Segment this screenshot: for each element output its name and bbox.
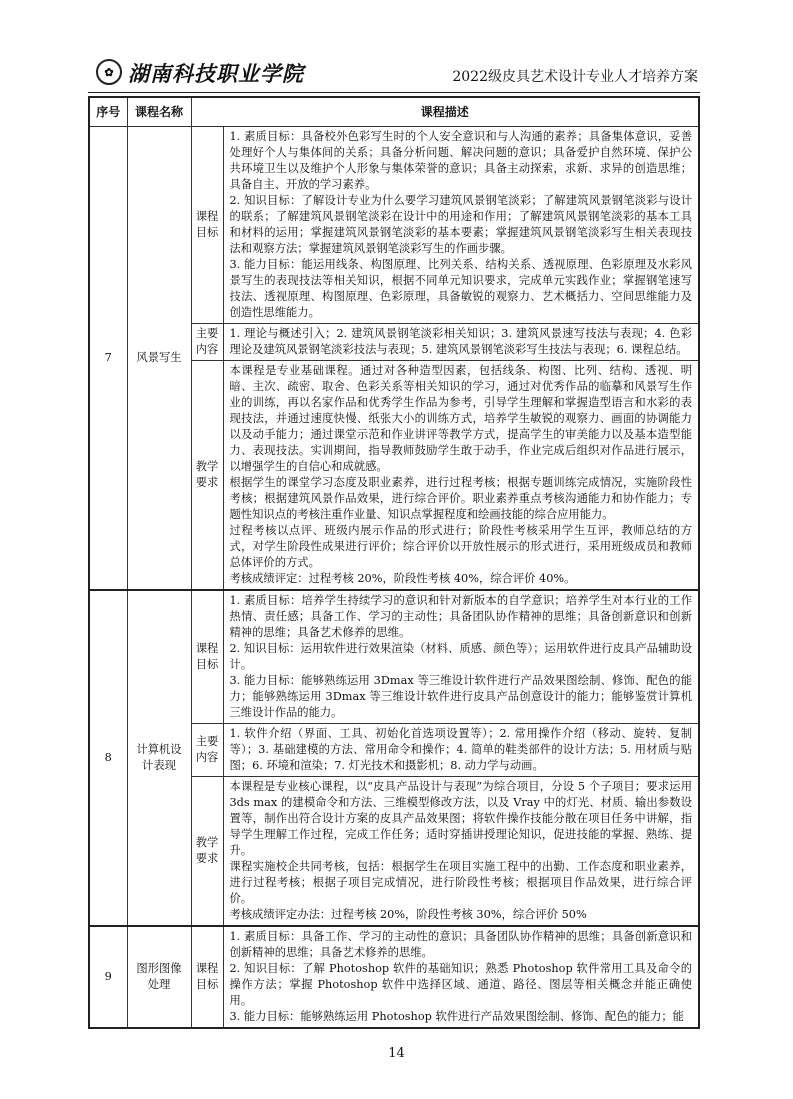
desc-para: 3. 能力目标：能运用线条、构图原理、比列关系、结构关系、透视原理、色彩原理及水彩风景写生的表现技法等相关知识，根据不同单元知识要求，完成单元实践作业；掌握钢笔速写技法、透视原理、构图原理、色彩原理，具备敏锐的观察力、艺术概括力、空间思维能力及创造性思维能力。 [229, 258, 692, 319]
course-name: 图形图像处理 [127, 926, 191, 1028]
page-number: 14 [388, 1046, 405, 1061]
table-header-row [89, 97, 699, 127]
sub-label: 教学要求 [191, 777, 223, 927]
sub-desc [223, 590, 699, 724]
sub-label: 课程目标 [191, 590, 223, 724]
table-row [89, 127, 699, 324]
desc-para: 2. 知识目标：运用软件进行效果渲染（材料、质感、颜色等）；运用软件进行皮具产品辅助设计。 [229, 642, 692, 671]
desc-para: 1. 素质目标：具备校外色彩写生时的个人安全意识和与人沟通的素养；具备集体意识，妥善处理好个人与集体间的关系；具备分析问题、解决问题的意识；具备爱护自然环境、保护公共环境卫生以及维护个人形象与集体荣誉的意识；具备主动探索，求新、求异的创造思维；具备自主、开放的学习素养。 [229, 130, 692, 191]
course-table [88, 96, 700, 1029]
sub-label: 主要内容 [191, 324, 223, 361]
page-header [88, 56, 700, 93]
school-name: 湖南科技职业学院 [128, 61, 304, 86]
desc-para: 考核成绩评定办法：过程考核 20%，阶段性考核 30%，综合评价 50% [229, 908, 587, 921]
header-course-name: 课程名称 [127, 97, 191, 127]
school-logo-icon: ✿ [96, 59, 122, 85]
sub-desc [223, 361, 699, 591]
desc-para: 1. 理论与概述引入；2. 建筑风景钢笔淡彩相关知识；3. 建筑风景速写技法与表现；4. 色彩理论及建筑风景钢笔淡彩技法与表现；5. 建筑风景钢笔淡彩写生技法与表现；6. 课程总结。 [229, 327, 692, 356]
desc-para: 根据学生的课堂学习态度及职业素养，进行过程考核；根据专题训练完成情况，实施阶段性考核；根据建筑风景作品效果，进行综合评价。职业素养重点考核沟通能力和协作能力；专题性知识点的考核注重作业量、知识点掌握程度和绘画技能的综合应用能力。 [229, 476, 692, 521]
header-num: 序号 [89, 97, 127, 127]
desc-para: 1. 素质目标：培养学生持续学习的意识和针对新版本的自学意识；培养学生对本行业的工作热情、责任感；具备工作、学习的主动性；具备团队协作精神的思维；具备创新意识和创新精神的思维；具备艺术修养的思维。 [229, 594, 692, 639]
course-name: 风景写生 [127, 127, 191, 591]
desc-para: 2. 知识目标：了解 Photoshop 软件的基础知识；熟悉 Photoshop 软件常用工具及命令的操作方法；掌握 Photoshop 软件中选择区域、通道、路径、图层等相关概念并能正确使用。 [229, 962, 692, 1007]
sub-label: 主要内容 [191, 724, 223, 777]
sub-desc [223, 324, 699, 361]
table-row [89, 590, 699, 724]
table-row [89, 926, 699, 1028]
desc-para: 考核成绩评定：过程考核 20%，阶段性考核 40%，综合评价 40%。 [229, 572, 576, 585]
course-name: 计算机设计表现 [127, 590, 191, 926]
desc-para: 1. 素质目标：具备工作、学习的主动性的意识；具备团队协作精神的思维；具备创新意识和创新精神的思维；具备艺术修养的思维。 [229, 930, 692, 959]
sub-label: 课程目标 [191, 926, 223, 1028]
course-num: 9 [89, 926, 127, 1028]
desc-para: 3. 能力目标：能够熟练运用 Photoshop 软件进行产品效果图绘制、修饰、配色的能力；能 [229, 1010, 684, 1023]
desc-para: 本课程是专业基础课程。通过对各种造型因素，包括线条、构图、比列、结构、透视、明暗、主次、疏密、取舍、色彩关系等相关知识的学习，通过对优秀作品的临摹和风景写生作业的训练，再以名家作品和优秀学生作品为参考，引导学生理解和掌握造型语言和水彩的表现技法，并通过速度快慢、纸张大小的训练方式，培养学生敏锐的观察力、画面的协调能力以及动手能力；通过课堂示范和作业讲评等教学方式，提高学生的审美能力以及基本造型能力、表现技法。实训期间，指导教师鼓励学生敢于动手，作业完成后组织对作品进行展示，以增强学生的自信心和成就感。 [229, 364, 692, 473]
desc-para: 课程实施校企共同考核，包括：根据学生在项目实施工程中的出勤、工作态度和职业素养，进行过程考核；根据子项目完成情况，进行阶段性考核；根据项目作品效果，进行综合评价。 [229, 860, 692, 905]
desc-para: 本课程是专业核心课程，以“皮具产品设计与表现”为综合项目，分设 5 个子项目；要求运用 3ds max 的建模命令和方法、三维模型修改方法，以及 Vray 中的灯光、材质、输出参数设置等，制作出符合设计方案的皮具产品效果图；将软件操作技能分散在项目任务中讲解，指导学生理解工作过程，完成工作任务；适时穿插讲授理论知识，促进技能的掌握、熟练、提升。 [229, 780, 692, 857]
header-course-desc: 课程描述 [191, 97, 699, 127]
sub-label: 教学要求 [191, 361, 223, 591]
sub-desc [223, 777, 699, 927]
sub-desc [223, 127, 699, 324]
desc-para: 过程考核以点评、班级内展示作品的形式进行；阶段性考核采用学生互评，教师总结的方式，对学生阶段性成果进行评价；综合评价以开放性展示的形式进行，采用班级成员和教师总体评价的方式。 [229, 524, 692, 569]
course-num: 7 [89, 127, 127, 591]
desc-para: 1. 软件介绍（界面、工具、初始化首选项设置等）；2. 常用操作介绍（移动、旋转、复制等）；3. 基础建模的方法、常用命令和操作；4. 简单的鞋类部件的设计方法；5. 用材质与贴图；6. 环境和渲染；7. 灯光技术和摄影机；8. 动力学与动画。 [229, 727, 692, 772]
course-num: 8 [89, 590, 127, 926]
sub-label: 课程目标 [191, 127, 223, 324]
sub-desc [223, 724, 699, 777]
desc-para: 3. 能力目标：能够熟练运用 3Dmax 等三维设计软件进行产品效果图绘制、修饰、配色的能力；能够熟练运用 3Dmax 等三维设计软件进行皮具产品创意设计的能力；能够鉴赏计算机三维设计作品的能力。 [229, 674, 692, 719]
document-title: 2022级皮具艺术设计专业人才培养方案 [452, 69, 698, 85]
desc-para: 2. 知识目标：了解设计专业为什么要学习建筑风景钢笔淡彩；了解建筑风景钢笔淡彩与设计的联系；了解建筑风景钢笔淡彩在设计中的用途和作用；了解建筑风景钢笔淡彩的基本工具和材料的运用；掌握建筑风景钢笔淡彩的基本要素；掌握建筑风景钢笔淡彩写生相关表现技法和观察方法；掌握建筑风景钢笔淡彩写生的作画步骤。 [229, 194, 692, 255]
sub-desc [223, 926, 699, 1028]
